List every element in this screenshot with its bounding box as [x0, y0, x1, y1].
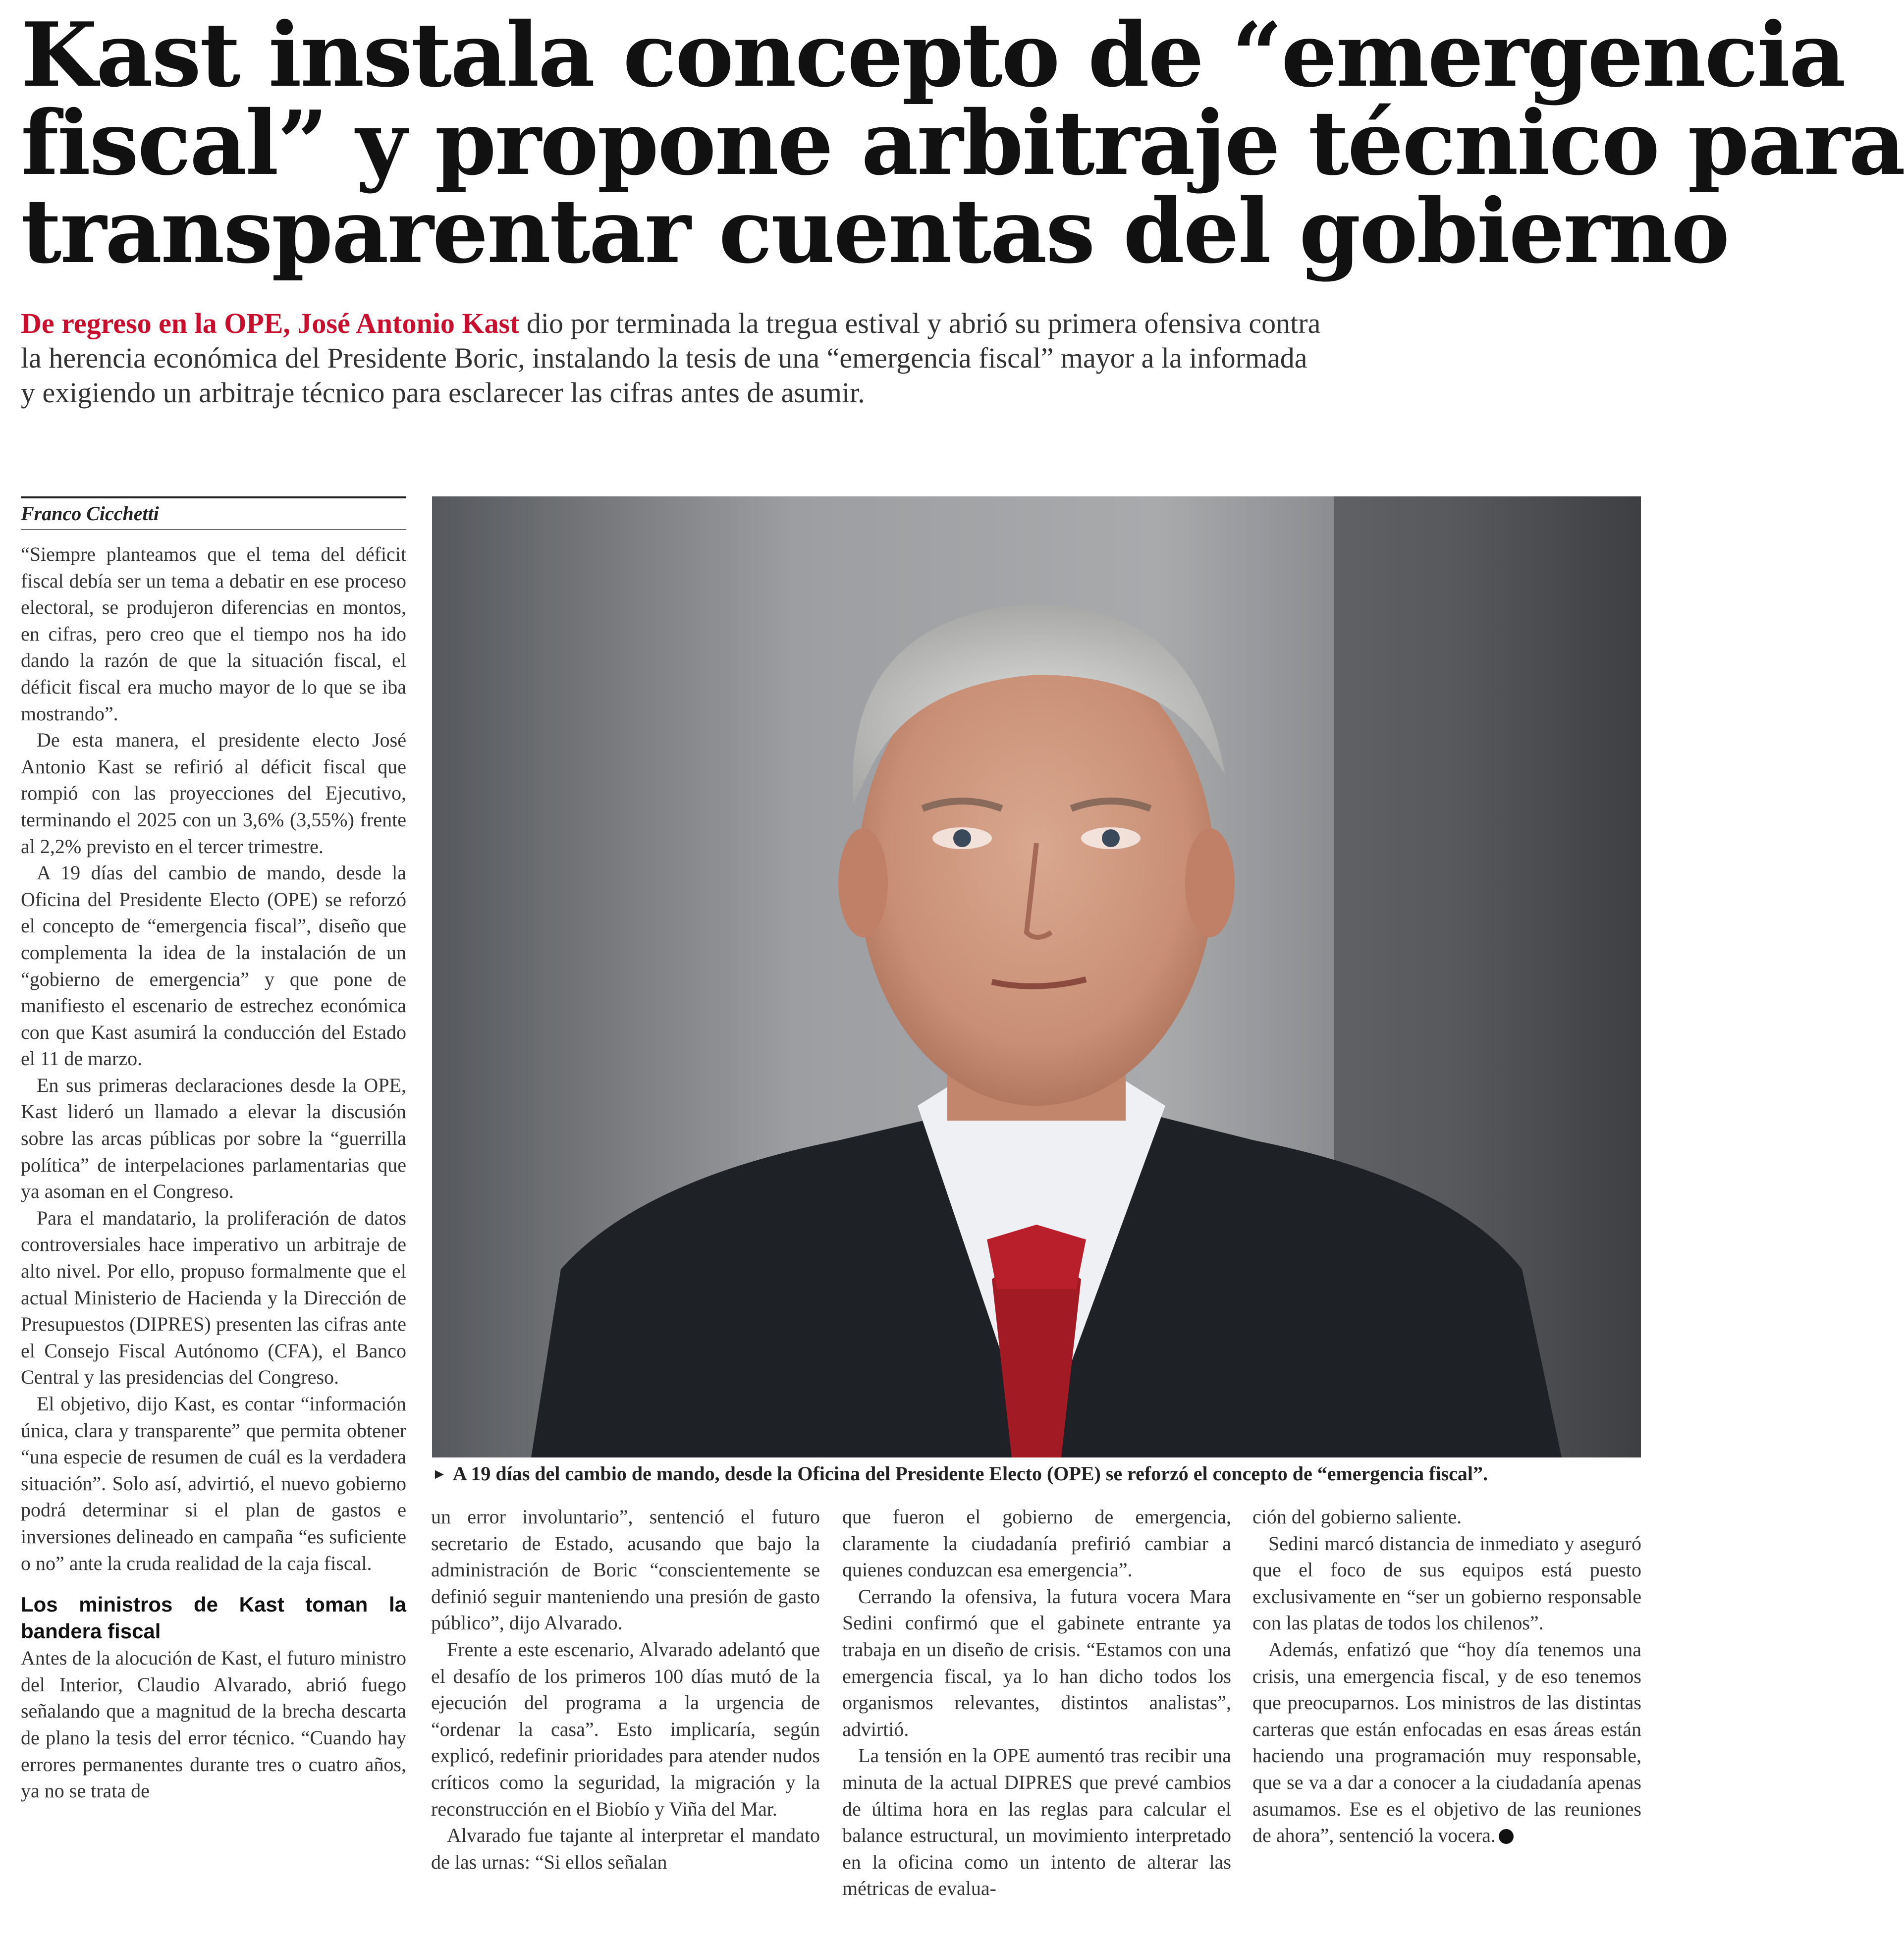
body-paragraph: Para el mandatario, la proliferación de datos controversiales hace imperativo un arbitraje de alto nivel. Por ello, propuso formalmente que el actual Ministerio de Hacienda y la Dirección de Presupuestos (DIPRES) presenten las cifras ante el Consejo Fiscal Autónomo (CFA), el Banco Central y las presidencias del Congreso. [21, 1206, 406, 1389]
body-paragraph: En sus primeras declaraciones desde la OPE, Kast lideró un llamado a elevar la discusión sobre las arcas públicas por sobre la “guerrilla política” de interpelaciones parlamentarias que ya asoman en el Congreso. [21, 1074, 406, 1203]
subheading: Los ministros de Kast toman la bandera fiscal [21, 1593, 406, 1643]
photo-jose-antonio-kast [432, 496, 1641, 1457]
deck-line-1 [21, 306, 1507, 341]
byline-bottom-rule [21, 529, 406, 530]
body-column-4 [1252, 1504, 1641, 1910]
byline: Franco Cicchetti [21, 502, 159, 525]
body-paragraph: Sedini marcó distancia de inmediato y aseguró que el foco de sus equipos está puesto exclusivamente en “ser un gobierno responsable con las platas de todos los chilenos”. [1252, 1532, 1641, 1634]
body-paragraph: Alvarado fue tajante al interpretar el mandato de las urnas: “Si ellos señalan [431, 1824, 820, 1873]
deck-line-3: y exigiendo un arbitraje técnico para esclarecer las cifras antes de asumir. [21, 377, 865, 409]
photo-caption [432, 1461, 1641, 1487]
body-column-3 [842, 1504, 1231, 1910]
body-paragraph: que fueron el gobierno de emergencia, claramente la ciudadanía prefirió cambiar a quienes conduzcan esa emergencia”. [842, 1506, 1231, 1581]
deck-line-1-rest: dio por terminada la tregua estival y abrió su primera ofensiva contra [519, 307, 1321, 339]
body-paragraph [1252, 1636, 1641, 1849]
body-paragraph: La tensión en la OPE aumentó tras recibir una minuta de la actual DIPRES que prevé cambios de última hora en las reglas para calcular el balance estructural, un movimiento interpretado en la oficina como un intento de alterar las métricas de evalua- [842, 1744, 1231, 1900]
deck [21, 306, 1507, 410]
caption-triangle-icon: ► [432, 1466, 447, 1482]
deck-line-2: la herencia económica del Presidente Boric, instalando la tesis de una “emergencia fiscal” mayor a la informada [21, 342, 1307, 374]
body-paragraph: un error involuntario”, sentenció el futuro secretario de Estado, acusando que bajo la administración de Boric “conscientemente se definió seguir manteniendo una presión de gasto público”, dijo Alvarado. [431, 1506, 820, 1634]
end-of-article-dot-icon [1499, 1829, 1514, 1844]
body-paragraph: El objetivo, dijo Kast, es contar “información única, clara y transparente” que permita obtener “una especie de resumen de cuál es la verdadera situación”. Solo así, advirtió, el nuevo gobierno podrá determinar si el plan de gastos e inversiones delineado en campaña “es suficiente o no” ante la cruda realidad de la caja fiscal. [21, 1393, 406, 1574]
deck-lead: De regreso en la OPE, José Antonio Kast [21, 307, 520, 339]
body-column-1 [21, 541, 406, 1908]
byline-top-rule [21, 496, 406, 498]
body-paragraph: A 19 días del cambio de mando, desde la Oficina del Presidente Electo (OPE) se reforzó el concepto de “emergencia fiscal”, diseño que complementa la idea de la instalación de un “gobierno de emergencia” y que pone de manifiesto el escenario de estrechez económica con que Kast asumirá la conducción del Estado el 11 de marzo. [21, 862, 406, 1070]
body-paragraph: Cerrando la ofensiva, la futura vocera Mara Sedini confirmó que el gabinete entrante ya trabaja en un diseño de crisis. “Estamos con una emergencia fiscal, ya lo han dicho todos los organismos relevantes, distintos analistas”, advirtió. [842, 1585, 1231, 1740]
body-paragraph-text: Además, enfatizó que “hoy día tenemos una crisis, una emergencia fiscal, y de eso tenemos que preocuparnos. Los ministros de las distintas carteras que están enfocadas en esas áreas están haciendo una programación muy responsable, que se va a dar a conocer a la ciudadanía apenas asumamos. Ese es el objetivo de las reuniones de ahora”, sentenció la vocera. [1252, 1638, 1641, 1847]
headline-line-3: transparentar cuentas del gobierno [21, 179, 1729, 283]
body-paragraph: “Siempre planteamos que el tema del déficit fiscal debía ser un tema a debatir en ese proceso electoral, se produjeron diferencias en montos, en cifras, pero creo que el tiempo nos ha ido dando la razón de que la situación fiscal, el déficit fiscal era mucho mayor de lo que se iba mostrando”. [21, 543, 406, 725]
headline-line-2: fiscal” y propone arbitraje técnico para [21, 91, 1904, 195]
headline-line-1: Kast instala concepto de “emergencia [21, 3, 1845, 107]
headline [21, 3, 1904, 283]
body-paragraph: De esta manera, el presidente electo José Antonio Kast se refirió al déficit fiscal que rompió con las proyecciones del Ejecutivo, terminando el 2025 con un 3,6% (3,55%) frente al 2,2% previsto en el tercer trimestre. [21, 729, 406, 858]
body-paragraph: Antes de la alocución de Kast, el futuro ministro del Interior, Claudio Alvarado, abrió fuego señalando que a magnitud de la brecha descarta de plano la tesis del error técnico. “Cuando hay errores permanentes durante tres o cuatro años, ya no se trata de [21, 1647, 406, 1802]
body-paragraph: Frente a este escenario, Alvarado adelantó que el desafío de los primeros 100 días mutó de la ejecución del programa a la urgencia de “ordenar la casa”. Esto implicaría, según explicó, redefinir prioridades para atender nudos críticos como la seguridad, la migración y la reconstrucción en el Biobío y Viña del Mar. [431, 1638, 820, 1820]
body-column-2 [431, 1504, 820, 1910]
body-paragraph: ción del gobierno saliente. [1252, 1506, 1462, 1528]
portrait-illustration [432, 496, 1641, 1457]
caption-text: A 19 días del cambio de mando, desde la Oficina del Presidente Electo (OPE) se reforzó el concepto de “emergencia fiscal”. [452, 1462, 1488, 1485]
